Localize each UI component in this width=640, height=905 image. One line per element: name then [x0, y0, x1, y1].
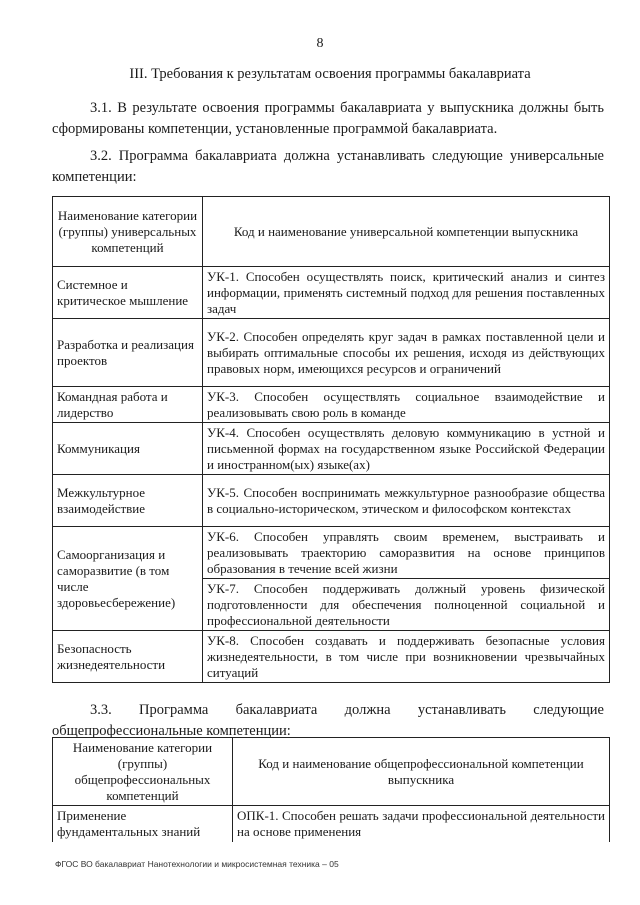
category-cell: Безопасность жизнедеятельности: [53, 631, 203, 683]
table-row: [53, 387, 610, 423]
category-cell: Разработка и реализация проектов: [53, 319, 203, 387]
competence-cell: УК-6. Способен управлять своим временем, выстраивать и реализовывать траекторию саморазвития на основе принципов образования в течение всей жизни: [203, 527, 610, 579]
competence-cell: УК-4. Способен осуществлять деловую коммуникацию в устной и письменной формах на государственном языке Российской Федерации и иностранном(ых) языке(ах): [203, 423, 610, 475]
header-code: Код и наименование универсальной компетенции выпускника: [203, 197, 610, 267]
table-row: [53, 527, 610, 579]
category-cell: Самоорганизация и саморазвитие (в том числе здоровьесбережение): [53, 527, 203, 631]
category-cell: Применение фундаментальных знаний: [53, 806, 233, 842]
page-number: 8: [316, 36, 324, 51]
competence-cell: УК-5. Способен воспринимать межкультурное разнообразие общества в социально-историческом, этическом и философском контекстах: [203, 475, 610, 527]
table-row: [53, 631, 610, 683]
table-row: [53, 423, 610, 475]
paragraph-3-1: [52, 98, 604, 140]
header-category: Наименование категории (группы) универсальных компетенций: [53, 197, 203, 267]
table-header-row: [53, 197, 610, 267]
category-cell: Командная работа и лидерство: [53, 387, 203, 423]
category-cell: Межкультурное взаимодействие: [53, 475, 203, 527]
paragraph-3-1-text: 3.1. В результате освоения программы бакалавриата у выпускника должны быть сформированы компетенции, установленные программой бакалавриата.: [52, 100, 604, 137]
paragraph-3-2-text: 3.2. Программа бакалавриата должна устанавливать следующие универсальные компетенции:: [52, 148, 604, 185]
header-code: Код и наименование общепрофессиональной компетенции выпускника: [233, 738, 610, 806]
paragraph-3-3: [52, 700, 604, 742]
paragraph-3-2: [52, 146, 604, 188]
paragraph-3-3-text: 3.3. Программа бакалавриата должна устанавливать следующие общепрофессиональные компетенции:: [52, 702, 604, 739]
footer: ФГОС ВО бакалавриат Нанотехнологии и микросистемная техника – 05: [55, 859, 339, 869]
competence-cell: УК-1. Способен осуществлять поиск, критический анализ и синтез информации, применять системный подход для решения поставленных задач: [203, 267, 610, 319]
category-cell: Системное и критическое мышление: [53, 267, 203, 319]
table-row: [53, 475, 610, 527]
general-professional-competencies-table: [52, 737, 610, 842]
competence-cell: УК-7. Способен поддерживать должный уровень физической подготовленности для обеспечения полноценной социальной и профессиональной деятельности: [203, 579, 610, 631]
table-header-row: [53, 738, 610, 806]
table-row: [53, 319, 610, 387]
competence-cell: УК-3. Способен осуществлять социальное взаимодействие и реализовывать свою роль в команде: [203, 387, 610, 423]
section-title: III. Требования к результатам освоения программы бакалавриата: [129, 66, 531, 82]
competence-cell: УК-2. Способен определять круг задач в рамках поставленной цели и выбирать оптимальные способы их решения, исходя из действующих правовых норм, имеющихся ресурсов и ограничений: [203, 319, 610, 387]
table-row: [53, 806, 610, 842]
universal-competencies-table: [52, 196, 610, 683]
competence-cell: УК-8. Способен создавать и поддерживать безопасные условия жизнедеятельности, в том числе при возникновении чрезвычайных ситуаций: [203, 631, 610, 683]
table-row: [53, 267, 610, 319]
header-category: Наименование категории (группы) общепрофессиональных компетенций: [53, 738, 233, 806]
category-cell: Коммуникация: [53, 423, 203, 475]
competence-cell: ОПК-1. Способен решать задачи профессиональной деятельности на основе применения: [233, 806, 610, 842]
